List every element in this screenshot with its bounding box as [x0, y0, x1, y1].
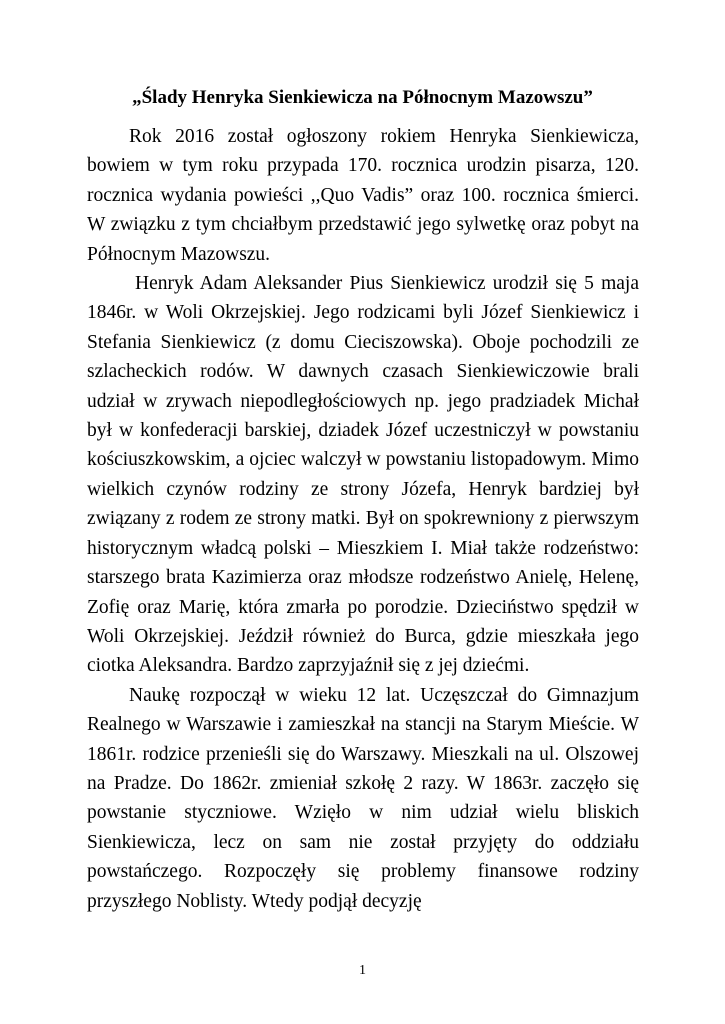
paragraph-education: Naukę rozpoczął w wieku 12 lat. Uczęszczał do Gimnazjum Realnego w Warszawie i zamieszkał na stancji na Starym Mieście. W 1861r. rodzice przenieśli się do Warszawy. Mieszkali na ul. Olszowej na Pradze. Do 1862r. zmieniał szkołę 2 razy. W 1863r. zaczęło się powstanie styczniowe. Wzięło w nim udział wielu bliskich Sienkiewicza, lecz on sam nie został przyjęty do oddziału powstańczego. Rozpoczęły się problemy finansowe rodziny przyszłego Noblisty. Wtedy podjął decyzję	[87, 684, 639, 912]
paragraph-biography: Henryk Adam Aleksander Pius Sienkiewicz urodził się 5 maja 1846r. w Woli Okrzejskiej. Jego rodzicami byli Józef Sienkiewicz i Stefania Sienkiewicz (z domu Cieciszowska). Oboje pochodzili ze szlacheckich rodów. W dawnych czasach Sienkiewiczowie brali udział w zrywach niepodległościowych np. jego pradziadek Michał był w konfederacji barskiej, dziadek Józef uczestniczył w powstaniu kościuszkowskim, a ojciec walczył w powstaniu listopadowym. Mimo wielkich czynów rodziny ze strony Józefa, Henryk bardziej był związany z rodem ze strony matki. Był on spokrewniony z pierwszym historycznym władcą polski – Mieszkiem I. Miał także rodzeństwo: starszego brata Kazimierza oraz młodsze rodzeństwo Anielę, Helenę, Zofię oraz Marię, która zmarła po porodzie. Dzieciństwo spędził w Woli Okrzejskiej. Jeździł również do Burca, gdzie mieszkała jego ciotka Aleksandra. Bardzo zaprzyjaźnił się z jej dziećmi.	[87, 273, 639, 677]
page-number: 1	[359, 963, 366, 978]
paragraph-intro: Rok 2016 został ogłoszony rokiem Henryka Sienkiewicza, bowiem w tym roku przypada 170. rocznica urodzin pisarza, 120. rocznica wydania powieści ,,Quo Vadis” oraz 100. rocznica śmierci. W związku z tym chciałbym przedstawić jego sylwetkę oraz pobyt na Północnym Mazowszu.	[87, 126, 639, 265]
document-title: „Ślady Henryka Sienkiewicza na Północnym Mazowszu”	[132, 87, 593, 108]
document-body	[87, 122, 639, 916]
